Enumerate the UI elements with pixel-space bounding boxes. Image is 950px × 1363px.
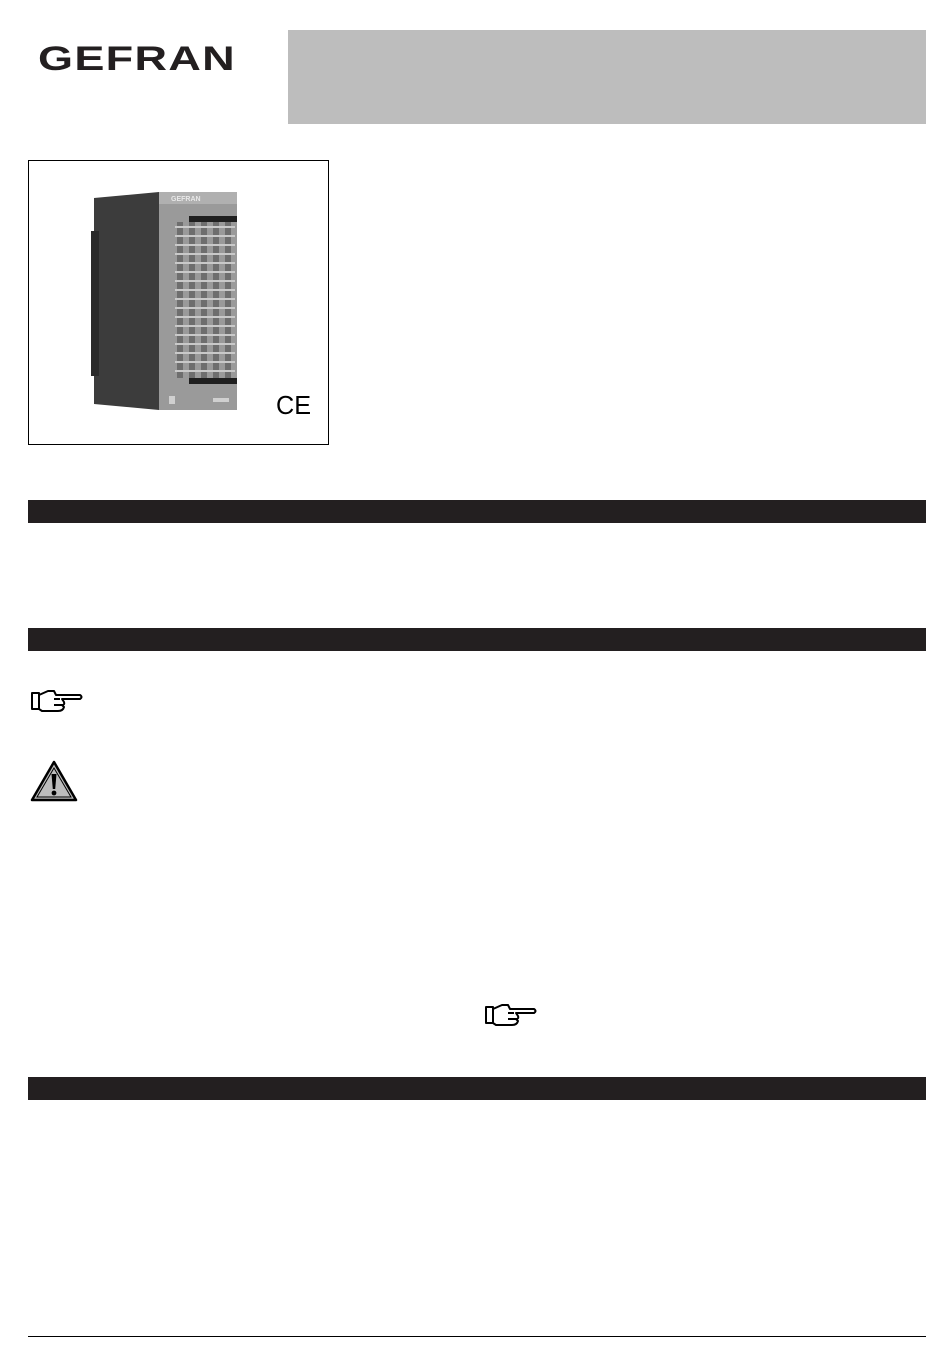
section-header-bar — [28, 628, 926, 651]
footer-divider — [28, 1336, 926, 1337]
product-image-frame — [28, 160, 329, 445]
svg-text:GEFRAN: GEFRAN — [171, 196, 201, 203]
section-header-bar — [28, 1077, 926, 1100]
pointing-hand-icon — [30, 687, 84, 715]
warning-triangle-icon — [30, 760, 78, 802]
io-module-image — [89, 186, 249, 416]
section-header-bar — [28, 500, 926, 523]
pointing-hand-icon — [484, 1001, 538, 1029]
svg-text:CE: CE — [276, 392, 311, 418]
title-bar — [288, 30, 926, 124]
logo-text: GEFRAN — [38, 40, 236, 78]
gefran-logo — [38, 38, 238, 80]
ce-mark-icon — [276, 392, 312, 418]
